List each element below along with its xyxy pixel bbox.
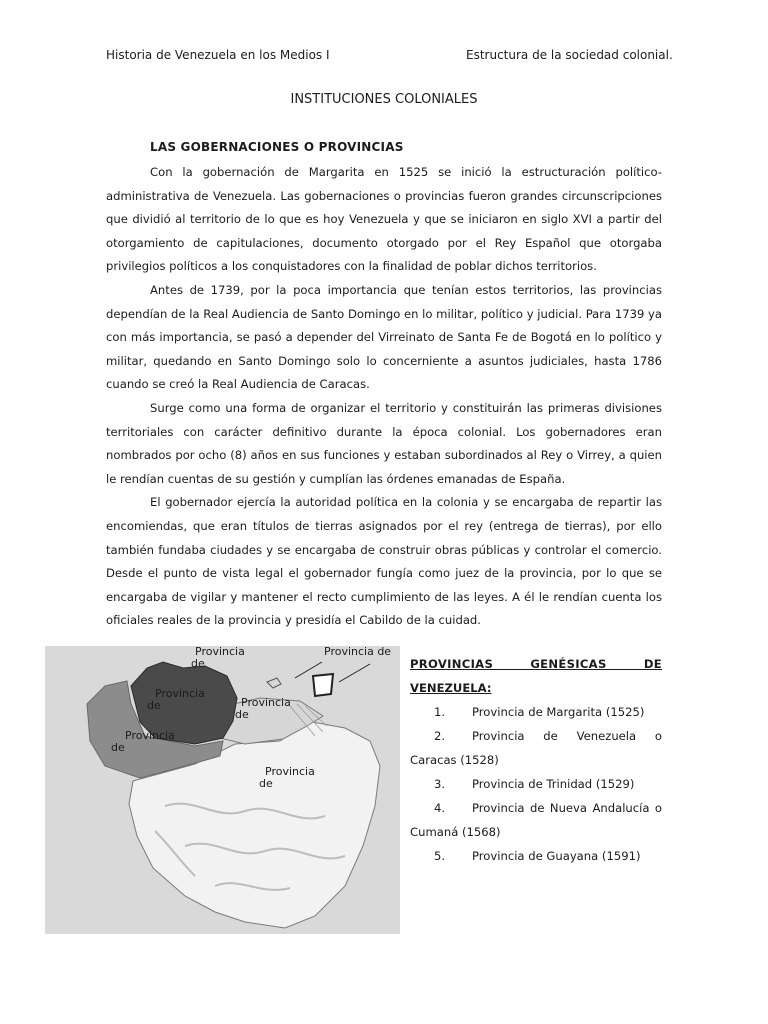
paragraph: Con la gobernación de Margarita en 1525 se inició la estructuración político-administrativa de Venezuela. Las gobernaciones o provincias fueron grandes circunscripciones que dividió al territorio de lo que es hoy Venezuela y que se iniciaron en siglo XVI a partir del otorgamiento de capitulaciones, documento otorgado por el Rey Español que otorgaba privilegios políticos a los conquistadores con la finalidad de poblar dichos territorios. [106,165,662,274]
list-item: 5. Provincia de Guayana (1591) [434,849,641,863]
page-title: INSTITUCIONES COLONIALES [290,92,478,107]
list-item: 2. Provincia de Venezuela o Caracas (1528) [410,729,662,767]
paragraph: Surge como una forma de organizar el territorio y constituirán las primeras divisiones territoriales con carácter definitivo durante la época colonial. Los gobernadores eran nombrados por ocho (8) años en sus funciones y estaban subordinados al Rey o Virrey, a quien le rendían cuentas de su gestión y cumplían las órdenes emanadas de España. [106,400,662,486]
map-label-south: Provincia de [259,765,315,790]
provinces-heading-continued: VENEZUELA: [410,681,492,695]
map-label-top-right: Provincia de [324,646,392,658]
map-island-margarita [267,678,281,688]
provinces-list [410,652,662,868]
running-header-right: Estructura de la sociedad colonial. [466,48,673,62]
section-title: LAS GOBERNACIONES O PROVINCIAS [150,140,404,154]
body-text [106,161,662,633]
map-island-trinidad [313,674,333,696]
map-label-top: Provincia de [191,646,245,670]
provinces-map [45,646,400,934]
list-item: 3. Provincia de Trinidad (1529) [434,777,635,791]
provinces-heading: PROVINCIAS GENÉSICAS DE [410,657,662,671]
running-header-left: Historia de Venezuela en los Medios I [106,48,330,62]
paragraph: Antes de 1739, por la poca importancia que tenían estos territorios, las provincias dependían de la Real Audiencia de Santo Domingo en lo militar, político y judicial. Para 1739 ya con más importancia, se pasó a depender del Virreinato de Santa Fe de Bogotá en lo político y militar, quedando en Santo Domingo solo lo concerniente a asuntos judiciales, hasta 1786 cuando se creó la Real Audiencia de Caracas. [106,282,662,392]
map-label-west: Provincia de [111,729,175,754]
paragraph: El gobernador ejercía la autoridad política en la colonia y se encargaba de repartir las encomiendas, que eran títulos de tierras asignados por el rey (entrega de tierras), por ello también fundaba ciudades y se encargaba de construir obras públicas y controlar el comercio. Desde el punto de vista legal el gobernador fungía como juez de la provincia, por lo que se encargaba de vigilar y mantener el recto cumplimiento de las leyes. A él le rendían cuenta los oficiales reales de la provincia y presidía el Cabildo de la cuidad. [106,495,662,628]
map-graphic [45,646,400,934]
map-label-center: Provincia de [147,687,205,712]
map-label-east: Provincia de [235,696,291,721]
list-item: 4. Provincia de Nueva Andalucía o Cumaná (1568) [410,801,662,839]
list-item: 1. Provincia de Margarita (1525) [434,705,645,719]
